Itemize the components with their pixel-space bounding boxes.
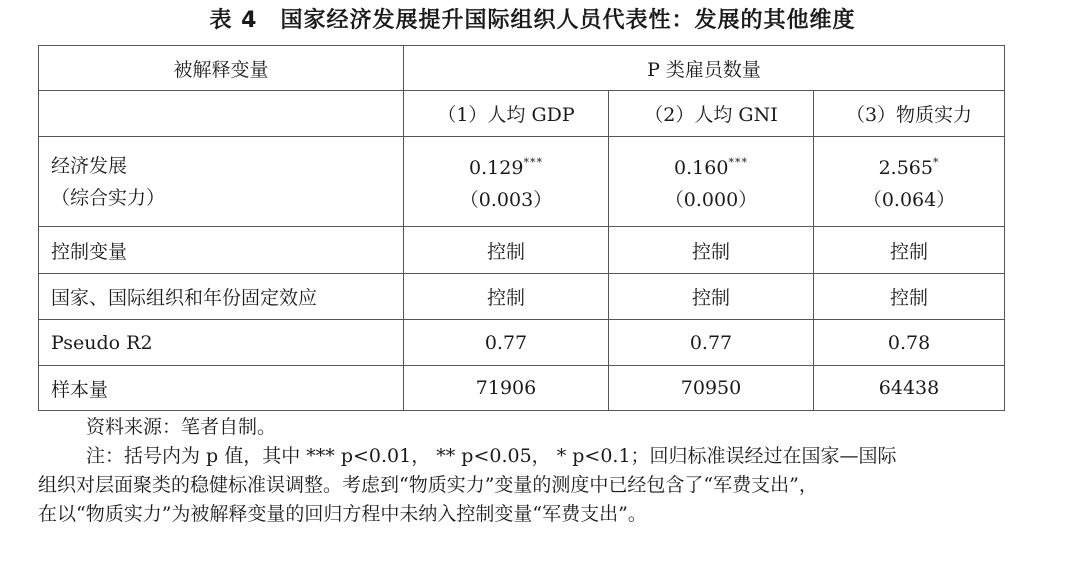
dep-var-label: 被解释变量 — [39, 46, 404, 91]
standard-error: （0.064） — [862, 189, 956, 211]
row-label: 国家、国际组织和年份固定效应 — [39, 274, 404, 320]
row-label: 控制变量 — [39, 227, 404, 274]
standard-error: （0.000） — [664, 189, 758, 211]
table-cell: 0.77 — [404, 320, 609, 366]
significance-stars: * — [932, 156, 940, 169]
table-cell: 0.77 — [609, 320, 814, 366]
note-line-2: 组织对层面聚类的稳健标准误调整。考虑到“物质实力”变量的测度中已经包含了“军费支出”， — [38, 474, 818, 496]
coef-cell-2 — [609, 137, 814, 227]
table-cell: 控制 — [404, 227, 609, 274]
row-label-line2: （综合实力） — [51, 186, 166, 209]
coefficient: 2.565 — [878, 157, 933, 179]
source-note: 资料来源：笔者自制。 — [86, 416, 277, 438]
table-cell: 64438 — [814, 366, 1005, 411]
row-label-line1: 经济发展 — [51, 154, 128, 177]
significance-stars: *** — [728, 156, 748, 169]
table-cell: 控制 — [609, 227, 814, 274]
table-row — [39, 366, 1005, 411]
table-cell: 71906 — [404, 366, 609, 411]
coefficient: 0.129 — [469, 157, 524, 179]
regression-table — [38, 45, 1005, 411]
table-cell: 控制 — [814, 227, 1005, 274]
coef-cell-3 — [814, 137, 1005, 227]
table-title: 表 4 国家经济发展提升国际组织人员代表性：发展的其他维度 — [209, 8, 856, 33]
row-label: Pseudo R2 — [39, 320, 404, 366]
table-cell: 控制 — [404, 274, 609, 320]
column-header-3: （3）物质实力 — [814, 91, 1005, 137]
table-cell: 控制 — [814, 274, 1005, 320]
significance-stars: *** — [523, 156, 543, 169]
row-label: 样本量 — [39, 366, 404, 411]
empty-header-cell — [39, 91, 404, 137]
coefficient: 0.160 — [674, 157, 729, 179]
header-row-dep-var — [39, 46, 1005, 91]
coef-cell-1 — [404, 137, 609, 227]
header-row-columns — [39, 91, 1005, 137]
table-row — [39, 320, 1005, 366]
dep-var-value: P 类雇员数量 — [404, 46, 1005, 91]
note-line-1: 注：括号内为 p 值，其中 *** p<0.01， ** p<0.05， * p<0.1；回归标准误经过在国家—国际 — [86, 445, 897, 467]
table-notes — [38, 413, 1013, 529]
table-cell: 70950 — [609, 366, 814, 411]
table-row — [39, 227, 1005, 274]
table-cell: 控制 — [609, 274, 814, 320]
standard-error: （0.003） — [459, 189, 553, 211]
table-row — [39, 137, 1005, 227]
column-header-2: （2）人均 GNI — [609, 91, 814, 137]
table-row — [39, 274, 1005, 320]
row-label-economic-development — [39, 137, 404, 227]
column-header-1: （1）人均 GDP — [404, 91, 609, 137]
note-line-3: 在以“物质实力”为被解释变量的回归方程中未纳入控制变量“军费支出”。 — [38, 503, 647, 525]
table-cell: 0.78 — [814, 320, 1005, 366]
